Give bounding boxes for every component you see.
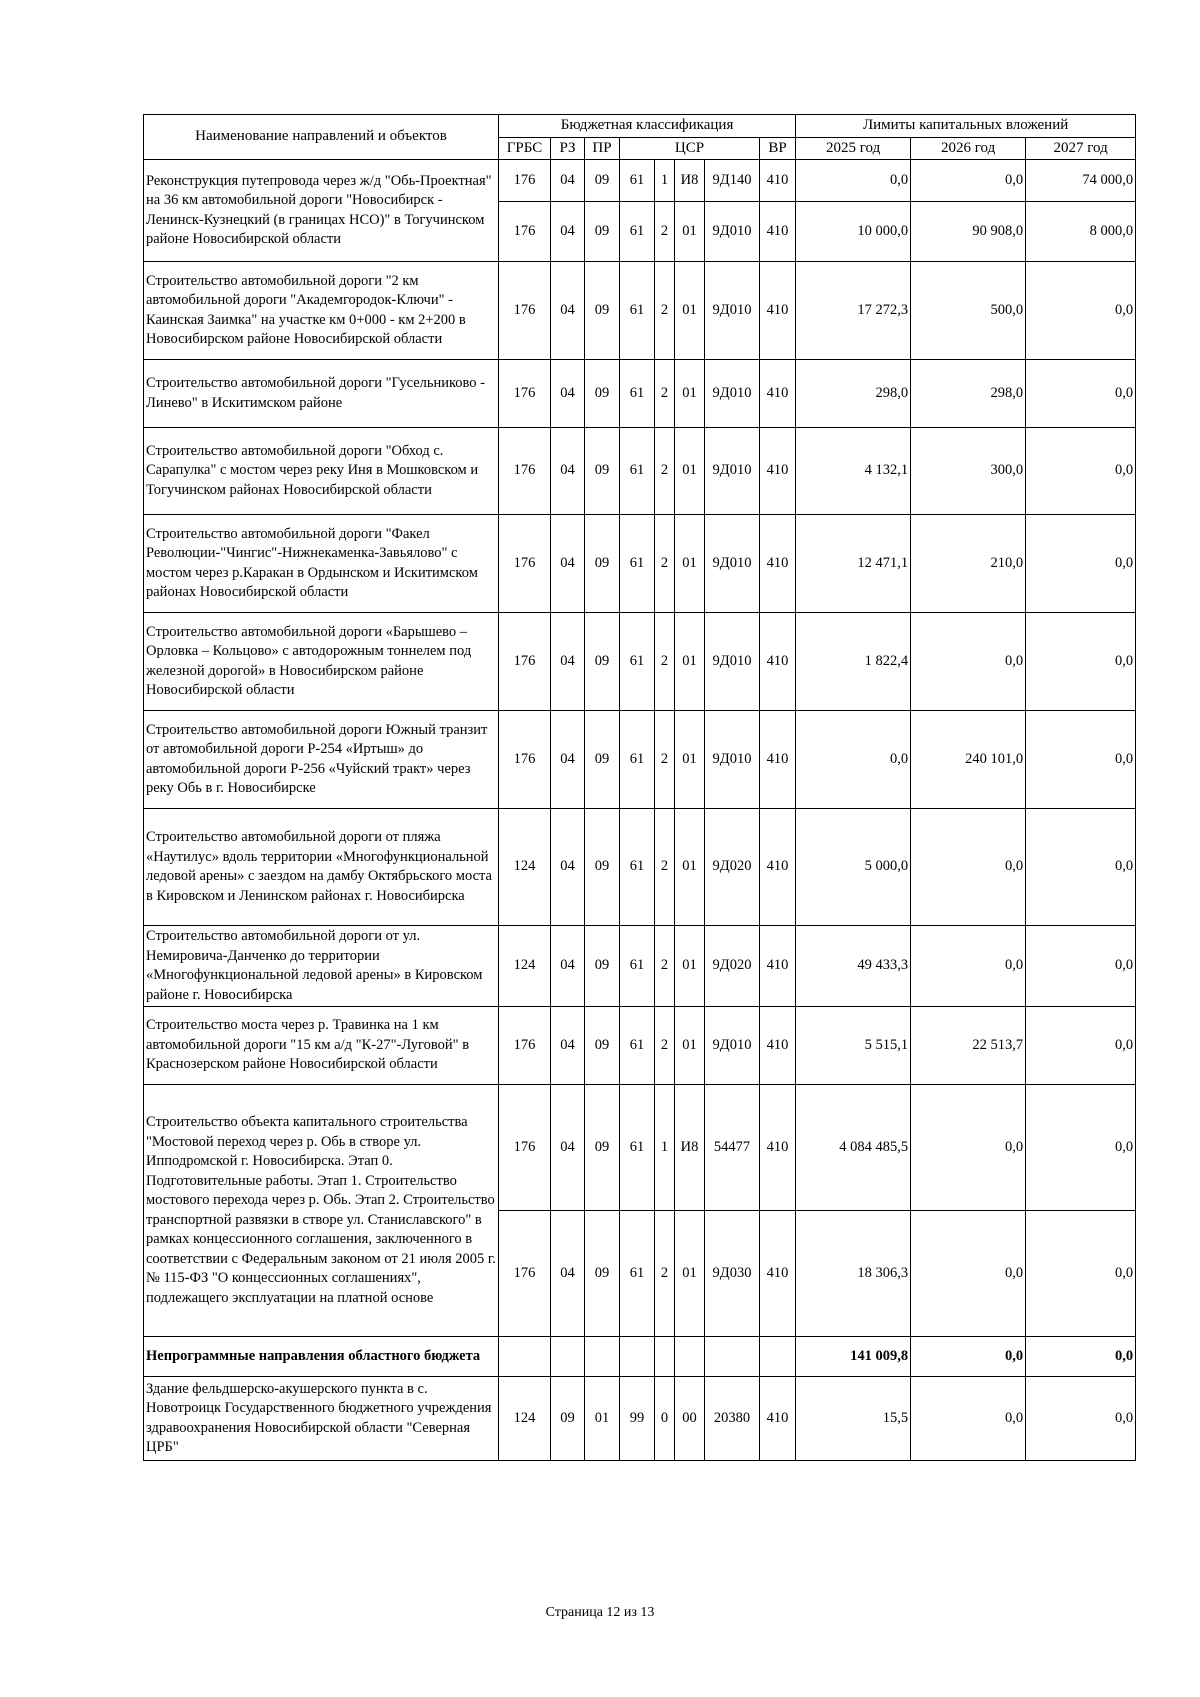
rz-cell: 04 <box>551 360 585 428</box>
csr-code-cell: 9Д010 <box>705 613 760 711</box>
csr-item-cell: 01 <box>675 926 705 1007</box>
header-grbs: ГРБС <box>499 137 551 160</box>
limit-2025-cell: 4 132,1 <box>796 428 911 515</box>
pr-cell: 09 <box>585 613 620 711</box>
csr-code-cell: 20380 <box>705 1377 760 1461</box>
limit-2026-cell: 500,0 <box>911 262 1026 360</box>
vr-cell: 410 <box>760 711 796 809</box>
limit-2025-cell: 298,0 <box>796 360 911 428</box>
limit-2027-cell: 0,0 <box>1026 428 1136 515</box>
csr-program-cell: 61 <box>620 428 655 515</box>
table-row <box>144 926 1136 1007</box>
limit-2027-cell: 8 000,0 <box>1026 202 1136 262</box>
rz-cell: 04 <box>551 160 585 202</box>
vr-cell: 410 <box>760 160 796 202</box>
pr-cell: 09 <box>585 809 620 926</box>
limit-2026-cell: 300,0 <box>911 428 1026 515</box>
csr-program-cell: 61 <box>620 926 655 1007</box>
limit-2027-cell: 0,0 <box>1026 515 1136 613</box>
header-vr: ВР <box>760 137 796 160</box>
csr-subprogram-cell: 0 <box>655 1377 675 1461</box>
csr-code-cell: 54477 <box>705 1085 760 1211</box>
limit-2027-cell: 0,0 <box>1026 1007 1136 1085</box>
header-capital-limits: Лимиты капитальных вложений <box>796 115 1136 138</box>
csr-code-cell: 9Д020 <box>705 809 760 926</box>
csr-code-cell: 9Д010 <box>705 1007 760 1085</box>
grbs-cell: 176 <box>499 1007 551 1085</box>
empty-cell <box>655 1337 675 1377</box>
rz-cell: 04 <box>551 809 585 926</box>
header-2027: 2027 год <box>1026 137 1136 160</box>
csr-item-cell: 01 <box>675 202 705 262</box>
vr-cell: 410 <box>760 613 796 711</box>
pr-cell: 09 <box>585 1211 620 1337</box>
limit-2026-cell: 210,0 <box>911 515 1026 613</box>
rz-cell: 04 <box>551 926 585 1007</box>
limit-2025-cell: 5 515,1 <box>796 1007 911 1085</box>
limit-2026-cell: 298,0 <box>911 360 1026 428</box>
table-row <box>144 428 1136 515</box>
limit-2026-cell: 240 101,0 <box>911 711 1026 809</box>
csr-subprogram-cell: 2 <box>655 515 675 613</box>
csr-subprogram-cell: 2 <box>655 613 675 711</box>
pr-cell: 09 <box>585 202 620 262</box>
header-rz: РЗ <box>551 137 585 160</box>
limit-2027-cell: 0,0 <box>1026 1085 1136 1211</box>
object-name: Здание фельдшерско-акушерского пункта в с. Новотроицк Государственного бюджетного учреждения здравоохранения Новосибирской области "Северная ЦРБ" <box>144 1377 499 1461</box>
csr-subprogram-cell: 2 <box>655 1211 675 1337</box>
vr-cell: 410 <box>760 202 796 262</box>
table-row <box>144 613 1136 711</box>
limit-2026-cell: 0,0 <box>911 1211 1026 1337</box>
limit-2027-cell: 74 000,0 <box>1026 160 1136 202</box>
grbs-cell: 176 <box>499 262 551 360</box>
pr-cell: 09 <box>585 262 620 360</box>
limit-2025-cell: 10 000,0 <box>796 202 911 262</box>
table-body <box>144 160 1136 1461</box>
vr-cell: 410 <box>760 926 796 1007</box>
csr-item-cell: И8 <box>675 160 705 202</box>
grbs-cell: 176 <box>499 1085 551 1211</box>
object-name: Строительство автомобильной дороги "Гусельниково - Линево" в Искитимском районе <box>144 360 499 428</box>
grbs-cell: 176 <box>499 202 551 262</box>
page-number: Страница 12 из 13 <box>545 1605 655 1620</box>
pr-cell: 09 <box>585 1007 620 1085</box>
limit-2025-cell: 17 272,3 <box>796 262 911 360</box>
pr-cell: 09 <box>585 160 620 202</box>
grbs-cell: 176 <box>499 428 551 515</box>
pr-cell: 01 <box>585 1377 620 1461</box>
csr-subprogram-cell: 2 <box>655 262 675 360</box>
csr-subprogram-cell: 2 <box>655 202 675 262</box>
pr-cell: 09 <box>585 515 620 613</box>
rz-cell: 09 <box>551 1377 585 1461</box>
limit-2026-cell: 0,0 <box>911 1377 1026 1461</box>
rz-cell: 04 <box>551 428 585 515</box>
object-name: Строительство автомобильной дороги "Обход с. Сарапулка" с мостом через реку Иня в Мошковском и Тогучинском районах Новосибирской области <box>144 428 499 515</box>
csr-program-cell: 99 <box>620 1377 655 1461</box>
csr-subprogram-cell: 1 <box>655 160 675 202</box>
grbs-cell: 176 <box>499 613 551 711</box>
object-name: Строительство моста через р. Травинка на 1 км автомобильной дороги "15 км а/д "К-27"-Луговой" в Краснозерском районе Новосибирской области <box>144 1007 499 1085</box>
table-row <box>144 1377 1136 1461</box>
budget-table <box>143 114 1136 1461</box>
limit-2026-cell: 22 513,7 <box>911 1007 1026 1085</box>
csr-code-cell: 9Д010 <box>705 711 760 809</box>
header-budget-classification: Бюджетная классификация <box>499 115 796 138</box>
header-csr: ЦСР <box>620 137 760 160</box>
table-row <box>144 1007 1136 1085</box>
section-name: Непрограммные направления областного бюджета <box>144 1337 499 1377</box>
limit-2026-cell: 90 908,0 <box>911 202 1026 262</box>
pr-cell: 09 <box>585 926 620 1007</box>
object-name: Строительство автомобильной дороги "2 км автомобильной дороги "Академгородок-Ключи" - Каинская Заимка" на участке км 0+000 - км 2+200 в Новосибирском районе Новосибирской области <box>144 262 499 360</box>
csr-item-cell: 01 <box>675 262 705 360</box>
pr-cell: 09 <box>585 360 620 428</box>
csr-subprogram-cell: 2 <box>655 711 675 809</box>
rz-cell: 04 <box>551 1085 585 1211</box>
vr-cell: 410 <box>760 1007 796 1085</box>
table-row <box>144 360 1136 428</box>
limit-2025-cell: 49 433,3 <box>796 926 911 1007</box>
table-row <box>144 809 1136 926</box>
csr-program-cell: 61 <box>620 262 655 360</box>
csr-code-cell: 9Д010 <box>705 360 760 428</box>
rz-cell: 04 <box>551 711 585 809</box>
csr-code-cell: 9Д010 <box>705 262 760 360</box>
grbs-cell: 124 <box>499 1377 551 1461</box>
section-total-2025: 141 009,8 <box>796 1337 911 1377</box>
rz-cell: 04 <box>551 262 585 360</box>
table-row <box>144 262 1136 360</box>
empty-cell <box>551 1337 585 1377</box>
limit-2026-cell: 0,0 <box>911 613 1026 711</box>
rz-cell: 04 <box>551 202 585 262</box>
limit-2025-cell: 1 822,4 <box>796 613 911 711</box>
csr-item-cell: 01 <box>675 515 705 613</box>
csr-code-cell: 9Д010 <box>705 515 760 613</box>
limit-2027-cell: 0,0 <box>1026 613 1136 711</box>
csr-item-cell: 01 <box>675 360 705 428</box>
limit-2027-cell: 0,0 <box>1026 262 1136 360</box>
csr-program-cell: 61 <box>620 809 655 926</box>
grbs-cell: 176 <box>499 360 551 428</box>
limit-2025-cell: 5 000,0 <box>796 809 911 926</box>
limit-2027-cell: 0,0 <box>1026 809 1136 926</box>
limit-2026-cell: 0,0 <box>911 1085 1026 1211</box>
csr-item-cell: 01 <box>675 809 705 926</box>
object-name: Строительство автомобильной дороги Южный транзит от автомобильной дороги Р-254 «Иртыш» до автомобильной дороги Р-256 «Чуйский тракт» через реку Обь в г. Новосибирске <box>144 711 499 809</box>
table-row <box>144 515 1136 613</box>
csr-program-cell: 61 <box>620 711 655 809</box>
csr-program-cell: 61 <box>620 160 655 202</box>
csr-program-cell: 61 <box>620 613 655 711</box>
csr-program-cell: 61 <box>620 1007 655 1085</box>
limit-2025-cell: 0,0 <box>796 160 911 202</box>
vr-cell: 410 <box>760 360 796 428</box>
vr-cell: 410 <box>760 1211 796 1337</box>
empty-cell <box>499 1337 551 1377</box>
table-row <box>144 1085 1136 1211</box>
header-row-1 <box>144 115 1136 138</box>
csr-program-cell: 61 <box>620 515 655 613</box>
header-pr: ПР <box>585 137 620 160</box>
table-row <box>144 711 1136 809</box>
vr-cell: 410 <box>760 428 796 515</box>
csr-program-cell: 61 <box>620 1085 655 1211</box>
limit-2025-cell: 18 306,3 <box>796 1211 911 1337</box>
object-name: Реконструкция путепровода через ж/д "Обь-Проектная" на 36 км автомобильной дороги "Новосибирск - Ленинск-Кузнецкий (в границах НСО)" в Тогучинском районе Новосибирской области <box>144 160 499 262</box>
limit-2025-cell: 0,0 <box>796 711 911 809</box>
limit-2025-cell: 15,5 <box>796 1377 911 1461</box>
limit-2027-cell: 0,0 <box>1026 711 1136 809</box>
grbs-cell: 176 <box>499 1211 551 1337</box>
csr-subprogram-cell: 1 <box>655 1085 675 1211</box>
limit-2026-cell: 0,0 <box>911 926 1026 1007</box>
csr-item-cell: 01 <box>675 428 705 515</box>
csr-code-cell: 9Д030 <box>705 1211 760 1337</box>
grbs-cell: 176 <box>499 711 551 809</box>
object-name: Строительство автомобильной дороги "Факел Революции-"Чингис"-Нижнекаменка-Завьялово" с мостом через р.Каракан в Ордынском и Искитимском районах Новосибирской области <box>144 515 499 613</box>
object-name: Строительство объекта капитального строительства "Мостовой переход через р. Обь в створе ул. Ипподромской г. Новосибирска. Этап 0. Подготовительные работы. Этап 1. Строительство мостового перехода через р. Обь. Этап 2. Строительство транспортной развязки в створе ул. Станиславского" в рамках концессионного соглашения, заключенного в соответствии с Федеральным законом от 21 июля 2005 г. № 115-ФЗ "О концессионных соглашениях", подлежащего эксплуатации на платной основе <box>144 1085 499 1337</box>
csr-code-cell: 9Д010 <box>705 428 760 515</box>
grbs-cell: 124 <box>499 809 551 926</box>
rz-cell: 04 <box>551 613 585 711</box>
csr-code-cell: 9Д020 <box>705 926 760 1007</box>
vr-cell: 410 <box>760 809 796 926</box>
empty-cell <box>760 1337 796 1377</box>
csr-item-cell: 01 <box>675 1211 705 1337</box>
empty-cell <box>675 1337 705 1377</box>
vr-cell: 410 <box>760 515 796 613</box>
header-2026: 2026 год <box>911 137 1026 160</box>
rz-cell: 04 <box>551 515 585 613</box>
grbs-cell: 176 <box>499 515 551 613</box>
grbs-cell: 124 <box>499 926 551 1007</box>
table-row <box>144 160 1136 202</box>
csr-program-cell: 61 <box>620 202 655 262</box>
csr-program-cell: 61 <box>620 360 655 428</box>
csr-code-cell: 9Д140 <box>705 160 760 202</box>
limit-2027-cell: 0,0 <box>1026 1377 1136 1461</box>
section-row <box>144 1337 1136 1377</box>
pr-cell: 09 <box>585 711 620 809</box>
limit-2027-cell: 0,0 <box>1026 926 1136 1007</box>
csr-item-cell: 01 <box>675 613 705 711</box>
limit-2025-cell: 4 084 485,5 <box>796 1085 911 1211</box>
limit-2027-cell: 0,0 <box>1026 360 1136 428</box>
object-name: Строительство автомобильной дороги от пляжа «Наутилус» вдоль территории «Многофункциональной ледовой арены» с заездом на дамбу Октябрьского моста в Кировском и Ленинском районах г. Новосибирска <box>144 809 499 926</box>
object-name: Строительство автомобильной дороги от ул. Немировича-Данченко до территории «Многофункциональной ледовой арены» в Кировском районе г. Новосибирска <box>144 926 499 1007</box>
csr-subprogram-cell: 2 <box>655 360 675 428</box>
csr-item-cell: 01 <box>675 711 705 809</box>
csr-item-cell: 00 <box>675 1377 705 1461</box>
csr-item-cell: И8 <box>675 1085 705 1211</box>
csr-subprogram-cell: 2 <box>655 809 675 926</box>
csr-subprogram-cell: 2 <box>655 428 675 515</box>
rz-cell: 04 <box>551 1211 585 1337</box>
empty-cell <box>705 1337 760 1377</box>
csr-item-cell: 01 <box>675 1007 705 1085</box>
csr-subprogram-cell: 2 <box>655 926 675 1007</box>
csr-code-cell: 9Д010 <box>705 202 760 262</box>
pr-cell: 09 <box>585 428 620 515</box>
empty-cell <box>620 1337 655 1377</box>
pr-cell: 09 <box>585 1085 620 1211</box>
limit-2025-cell: 12 471,1 <box>796 515 911 613</box>
header-name-column: Наименование направлений и объектов <box>144 115 499 160</box>
section-total-2026: 0,0 <box>911 1337 1026 1377</box>
rz-cell: 04 <box>551 1007 585 1085</box>
object-name: Строительство автомобильной дороги «Барышево – Орловка – Кольцово» с автодорожным тоннелем под железной дорогой» в Новосибирском районе Новосибирской области <box>144 613 499 711</box>
limit-2026-cell: 0,0 <box>911 809 1026 926</box>
limit-2027-cell: 0,0 <box>1026 1211 1136 1337</box>
vr-cell: 410 <box>760 1085 796 1211</box>
grbs-cell: 176 <box>499 160 551 202</box>
section-total-2027: 0,0 <box>1026 1337 1136 1377</box>
csr-subprogram-cell: 2 <box>655 1007 675 1085</box>
vr-cell: 410 <box>760 1377 796 1461</box>
csr-program-cell: 61 <box>620 1211 655 1337</box>
vr-cell: 410 <box>760 262 796 360</box>
header-2025: 2025 год <box>796 137 911 160</box>
empty-cell <box>585 1337 620 1377</box>
limit-2026-cell: 0,0 <box>911 160 1026 202</box>
